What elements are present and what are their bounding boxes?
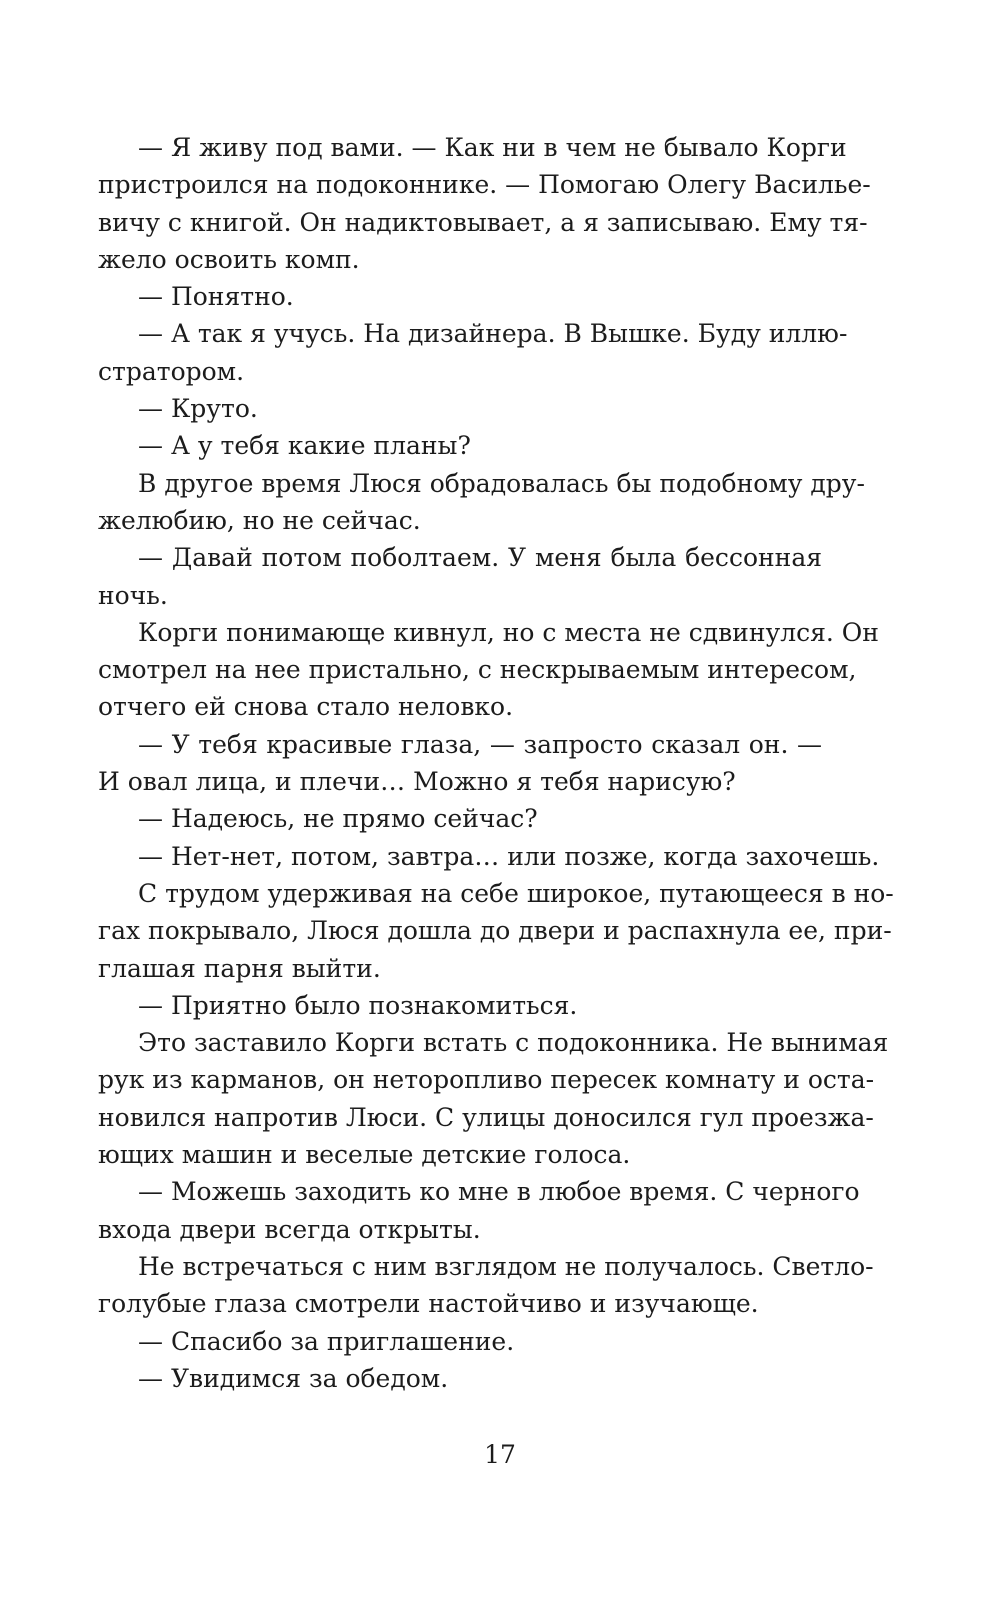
- text-line: Не встречаться с ним взглядом не получалось. Светло-: [138, 1251, 874, 1281]
- text-line: И овал лица, и плечи… Можно я тебя нарисую?: [98, 767, 736, 797]
- text-line: В другое время Люся обрадовалась бы подобному дру-: [138, 468, 865, 498]
- text-line: голубые глаза смотрели настойчиво и изучающе.: [98, 1289, 759, 1319]
- text-line: — Можешь заходить ко мне в любое время. С черного: [138, 1177, 860, 1207]
- text-line: входа двери всегда открыты.: [98, 1214, 481, 1244]
- text-line: — Нет-нет, потом, завтра… или позже, когда захочешь.: [138, 841, 880, 871]
- text-line: — Понятно.: [138, 282, 294, 312]
- text-line: — А так я учусь. На дизайнера. В Вышке. Буду иллю-: [138, 319, 848, 349]
- page-number: 17: [484, 1440, 516, 1469]
- text-line: — Приятно было познакомиться.: [138, 990, 578, 1020]
- body-text: [98, 129, 894, 1397]
- text-line: — Давай потом поболтаем. У меня была бессонная: [138, 543, 822, 573]
- text-line: жело освоить комп.: [98, 244, 360, 274]
- text-line: гах покрывало, Люся дошла до двери и распахнула ее, при-: [98, 916, 892, 946]
- text-line: — Круто.: [138, 394, 258, 424]
- text-line: — Я живу под вами. — Как ни в чем не бывало Корги: [138, 133, 847, 162]
- text-line: — Увидимся за обедом.: [138, 1363, 449, 1393]
- text-line: ночь.: [98, 580, 168, 610]
- text-line: вичу с книгой. Он надиктовывает, а я записываю. Ему тя-: [98, 207, 868, 237]
- text-line: смотрел на нее пристально, с нескрываемым интересом,: [98, 655, 857, 685]
- text-line: рук из карманов, он неторопливо пересек комнату и оста-: [98, 1065, 875, 1095]
- text-line: отчего ей снова стало неловко.: [98, 692, 514, 722]
- text-line: стратором.: [98, 356, 245, 386]
- text-line: пристроился на подоконнике. — Помогаю Олегу Василье-: [98, 170, 871, 200]
- text-line: Корги понимающе кивнул, но с места не сдвинулся. Он: [138, 617, 879, 647]
- text-line: желюбию, но не сейчас.: [98, 505, 421, 535]
- text-line: глашая парня выйти.: [98, 953, 381, 983]
- text-line: Это заставило Корги встать с подоконника. Не вынимая: [138, 1028, 889, 1058]
- text-line: — А у тебя какие планы?: [138, 431, 471, 461]
- text-line: — Спасибо за приглашение.: [138, 1326, 515, 1356]
- text-line: ющих машин и веселые детские голоса.: [98, 1140, 631, 1170]
- text-line: — У тебя красивые глаза, — запросто сказал он. —: [138, 729, 822, 759]
- text-line: С трудом удерживая на себе широкое, путающееся в но-: [138, 878, 894, 908]
- text-line: новился напротив Люси. С улицы доносился гул проезжа-: [98, 1102, 874, 1132]
- text-line: — Надеюсь, не прямо сейчас?: [138, 804, 538, 834]
